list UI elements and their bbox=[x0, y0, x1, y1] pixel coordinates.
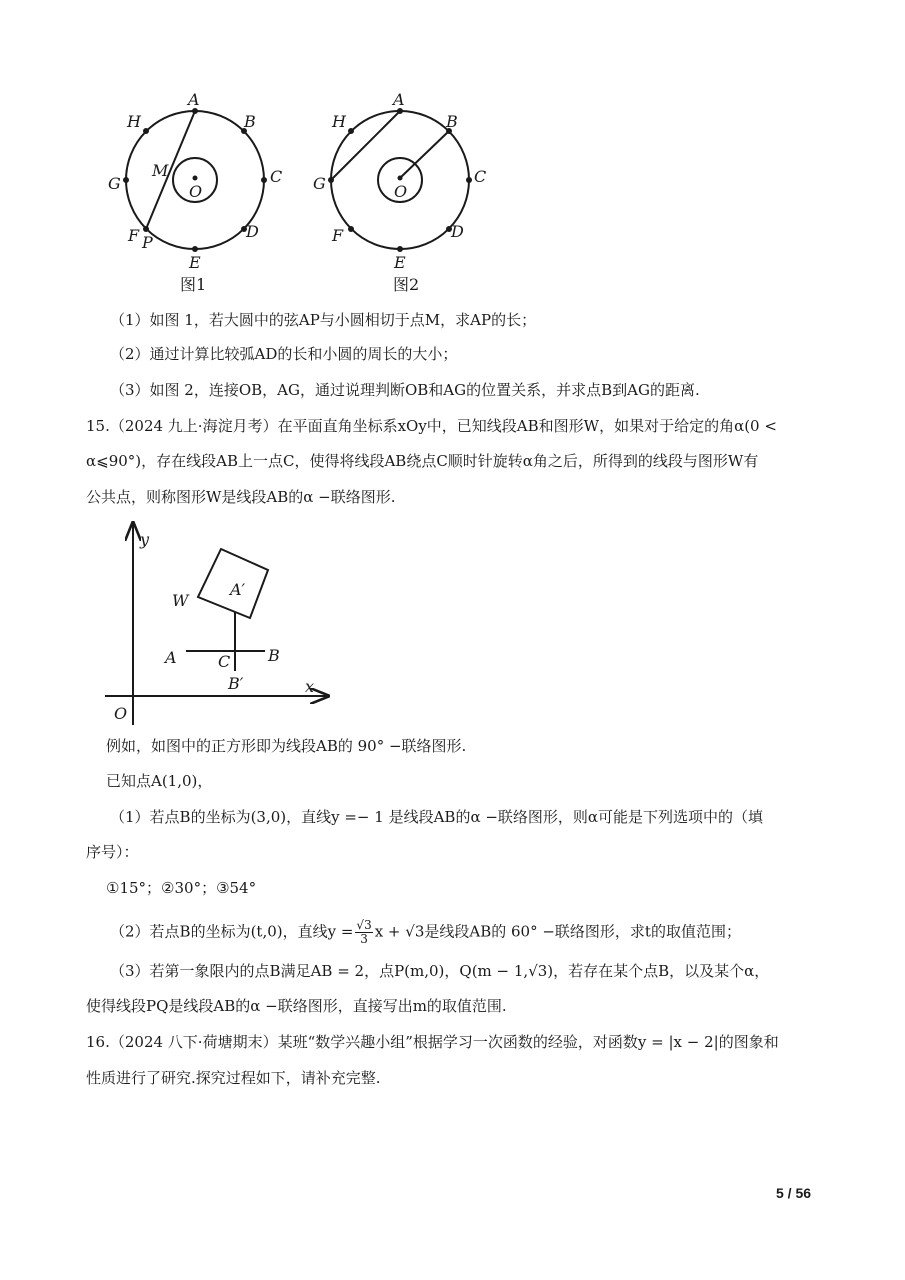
label-d: D bbox=[246, 222, 259, 241]
label-c: C bbox=[474, 167, 487, 186]
label-c: C bbox=[270, 167, 283, 186]
fraction-numerator: √3 bbox=[356, 918, 372, 932]
q15-part3-line1: （3）若第一象限内的点B满足AB = 2，点P(m,0)，Q(m − 1,√3)，若存在某个点B，以及某个α， bbox=[110, 962, 770, 980]
q14-part2: （2）通过计算比较弧AD的长和小圆的周长的大小； bbox=[110, 345, 458, 363]
q15-stem-line1: 15.（2024 九上·海淀月考）在平面直角坐标系xOy中，已知线段AB和图形W，如果对于给定的角α(0 < bbox=[86, 417, 777, 435]
figure-2 bbox=[305, 85, 505, 300]
q15-stem-line3: 公共点，则称图形W是线段AB的α −联络图形. bbox=[86, 488, 396, 506]
q15-given: 已知点A(1,0)， bbox=[106, 772, 213, 790]
label-a: A bbox=[188, 90, 200, 109]
q15-part1-line2: 序号）： bbox=[86, 843, 139, 861]
q15-options: ①15°；②30°；③54° bbox=[106, 879, 257, 897]
label-a: A bbox=[165, 648, 177, 667]
label-e: E bbox=[394, 253, 406, 272]
q15-part3-line2: 使得线段PQ是线段AB的α −联络图形，直接写出m的取值范围. bbox=[86, 997, 507, 1015]
label-o: O bbox=[394, 182, 408, 201]
label-o: O bbox=[189, 182, 203, 201]
q15-part1-line1: （1）若点B的坐标为(3,0)，直线y =− 1 是线段AB的α −联络图形，则α可能是下列选项中的（填 bbox=[110, 808, 764, 826]
label-p: P bbox=[142, 233, 153, 252]
q15-part2-prefix: （2）若点B的坐标为(t,0)，直线y = bbox=[110, 922, 354, 941]
label-m: M bbox=[152, 161, 169, 180]
label-e: E bbox=[189, 253, 201, 272]
figure-3-coordinate-example bbox=[100, 515, 340, 730]
q15-stem-line2: α⩽90°)，存在线段AB上一点C，使得将线段AB绕点C顺时针旋转α角之后，所得到的线段与图形W有 bbox=[86, 452, 759, 470]
label-b: B bbox=[244, 112, 256, 131]
label-a: A bbox=[393, 90, 405, 109]
q16-stem-line2: 性质进行了研究.探究过程如下，请补充完整. bbox=[86, 1069, 381, 1087]
figure-1 bbox=[100, 85, 300, 300]
label-y: y bbox=[140, 530, 150, 549]
figure-2-caption: 图2 bbox=[393, 275, 420, 294]
label-w: W bbox=[172, 591, 189, 610]
label-d: D bbox=[451, 222, 464, 241]
label-f: F bbox=[128, 226, 140, 245]
q14-part3: （3）如图 2，连接OB，AG，通过说理判断OB和AG的位置关系，并求点B到AG的距离. bbox=[110, 381, 700, 399]
q15-example: 例如，如图中的正方形即为线段AB的 90° −联络图形. bbox=[106, 737, 467, 755]
label-x: x bbox=[305, 677, 315, 696]
label-b: B bbox=[268, 646, 280, 665]
label-h: H bbox=[127, 112, 141, 131]
q16-stem-line1: 16.（2024 八下·荷塘期末）某班“数学兴趣小组”根据学习一次函数的经验，对函数y = |x − 2|的图象和 bbox=[86, 1033, 779, 1051]
label-b: B bbox=[446, 112, 458, 131]
label-c: C bbox=[218, 652, 231, 671]
label-h: H bbox=[332, 112, 346, 131]
q14-part1: （1）如图 1，若大圆中的弦AP与小圆相切于点M，求AP的长； bbox=[110, 311, 537, 329]
figure-1-caption: 图1 bbox=[180, 275, 207, 294]
label-g: G bbox=[313, 174, 326, 193]
q15-part2 bbox=[110, 919, 741, 946]
fraction bbox=[355, 919, 372, 946]
page-number: 5 / 56 bbox=[776, 1185, 812, 1201]
fraction-denominator: 3 bbox=[360, 932, 368, 946]
label-g: G bbox=[108, 174, 121, 193]
label-o: O bbox=[114, 704, 128, 723]
segment-ob bbox=[400, 131, 449, 178]
label-b-prime: B′ bbox=[228, 674, 244, 693]
label-a-prime: A′ bbox=[230, 580, 246, 599]
q15-part2-suffix: x + √3是线段AB的 60° −联络图形，求t的取值范围； bbox=[374, 922, 741, 941]
label-f: F bbox=[332, 226, 344, 245]
